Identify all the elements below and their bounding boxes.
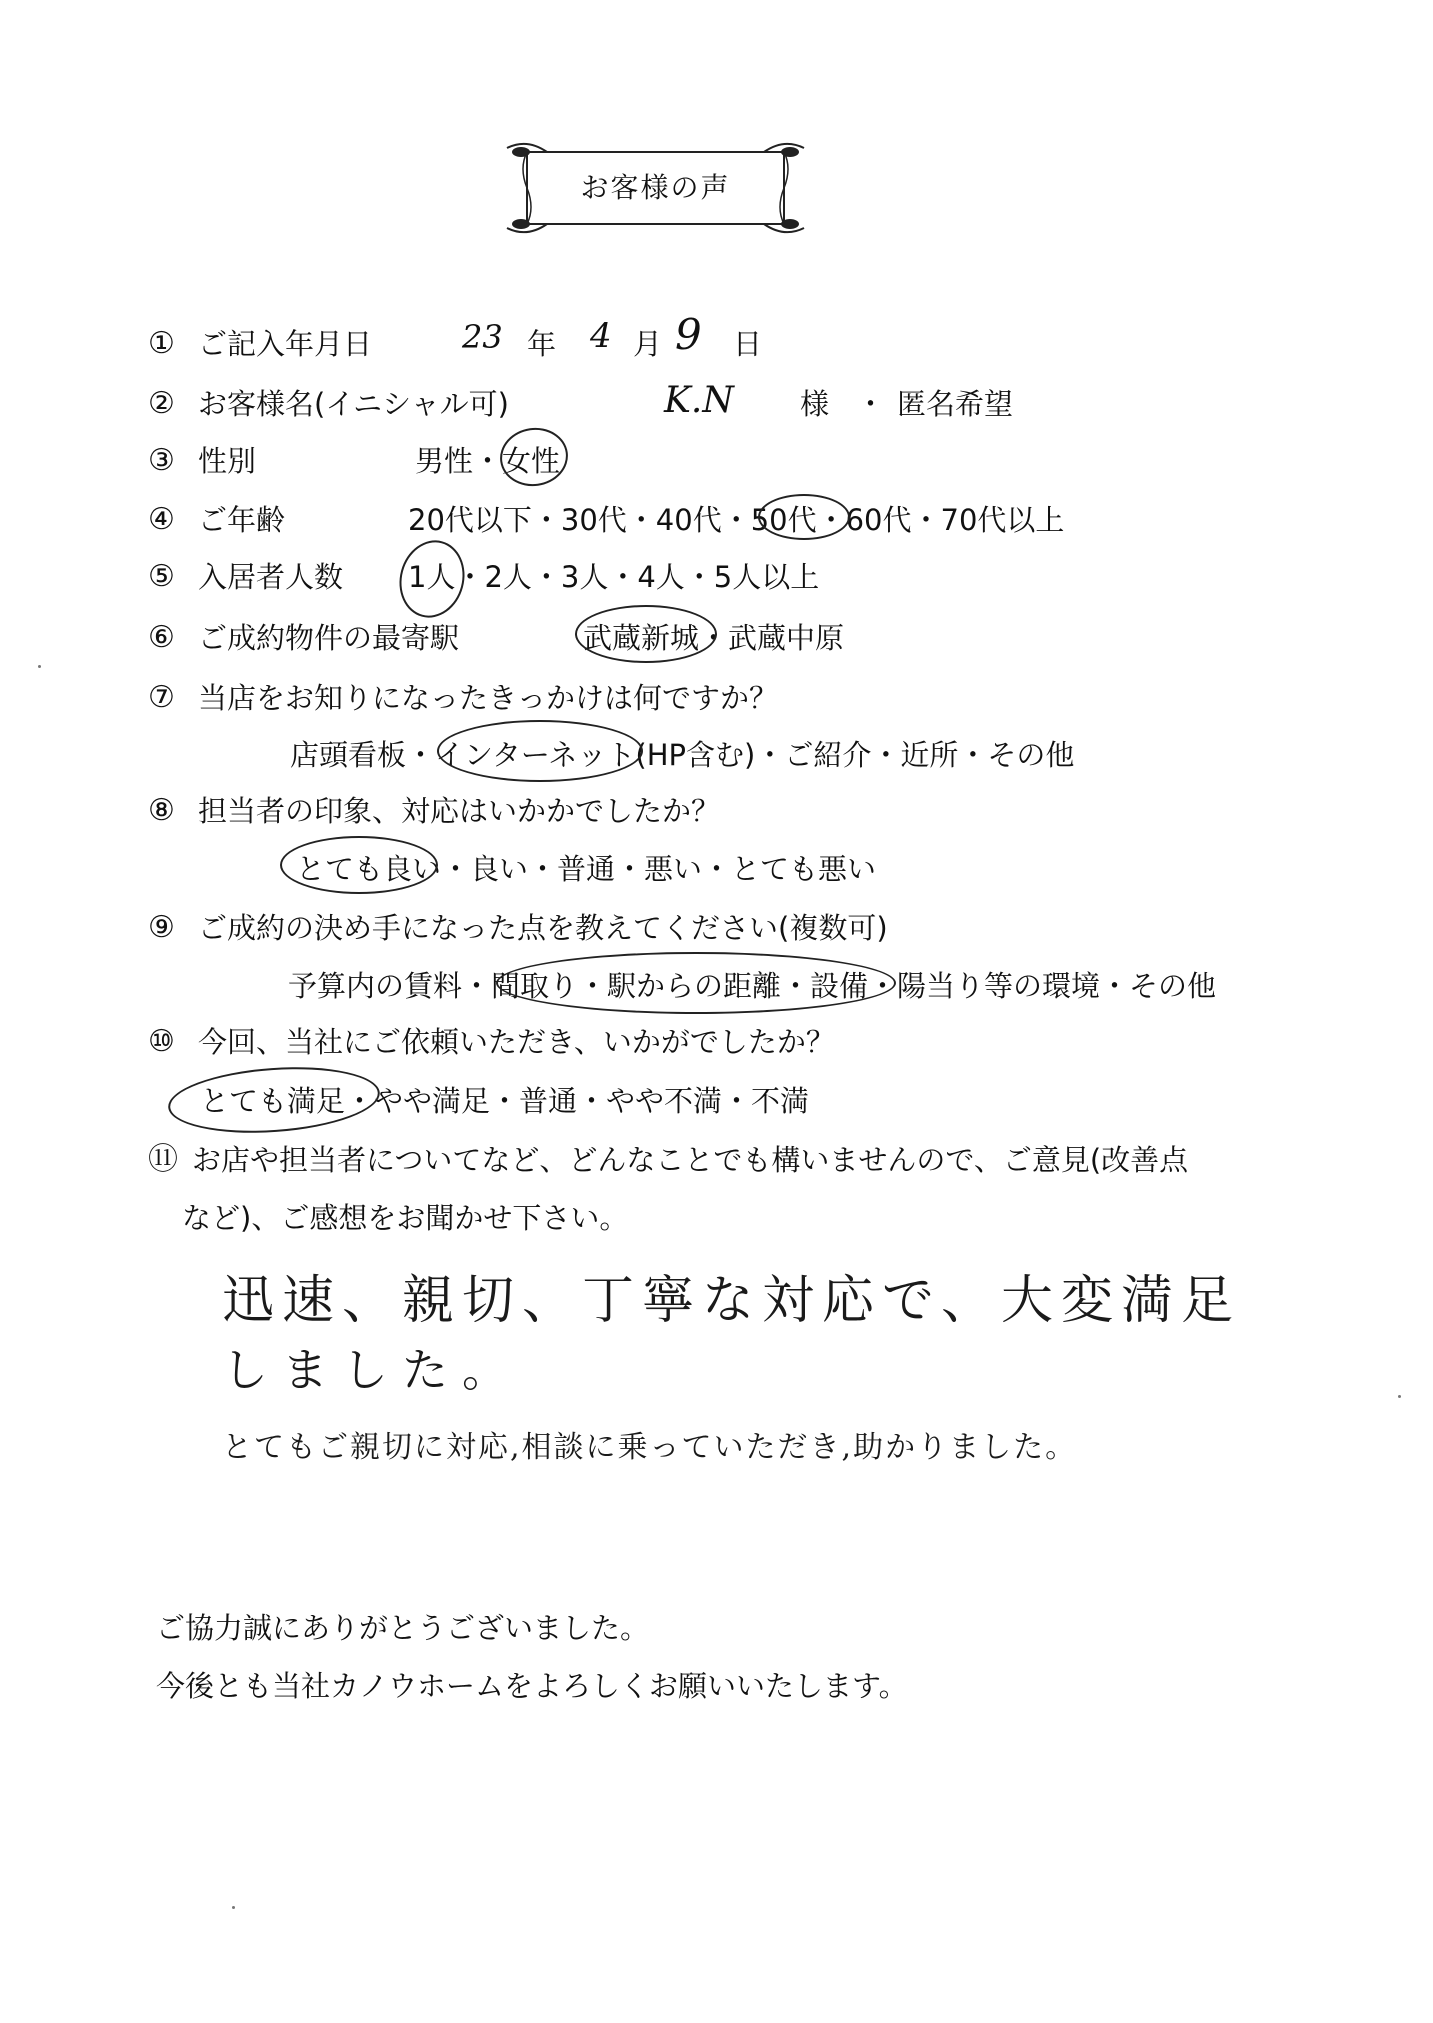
q7-label: 当店をお知りになったきっかけは何ですか？	[198, 681, 779, 715]
q11-number: ⑪	[148, 1142, 178, 1177]
q8-label: 担当者の印象、対応はいかかでしたか？	[198, 794, 721, 828]
q2-name-value: K.N	[664, 380, 734, 421]
comment-line1: 迅速、親切、丁寧な対応で、大変満足	[222, 1271, 1241, 1331]
closing-line1: ご協力誠にありがとうございました。	[156, 1611, 650, 1645]
comment-line3: とてもご親切に対応,相談に乗っていただき,助かりました。	[222, 1430, 1078, 1465]
q11-label-line2: など)、ご感想をお聞かせ下さい。	[182, 1201, 629, 1235]
q2-number: ②	[148, 386, 175, 421]
q11-label-line1: お店や担当者についてなど、どんなことでも構いませんので、ご意見(改善点	[192, 1143, 1189, 1177]
q1-day-unit: 日	[733, 327, 763, 361]
q1-month-value: 4	[590, 316, 612, 356]
q2-sama: 様	[800, 387, 830, 421]
q9-number: ⑨	[148, 910, 175, 945]
q6-number: ⑥	[148, 620, 175, 655]
comment-line2: しました。	[222, 1343, 522, 1397]
q1-day-value: 9	[675, 310, 702, 359]
q4-selected-circle	[758, 494, 850, 540]
q7-options: 店頭看板・インターネット(HP含む)・ご紹介・近所・その他	[290, 738, 1075, 772]
q5-number: ⑤	[148, 559, 175, 594]
q5-label: 入居者人数	[198, 560, 344, 594]
q6-label: ご成約物件の最寄駅	[198, 621, 460, 655]
q10-selected-circle	[166, 1061, 382, 1140]
q8-number: ⑧	[148, 793, 175, 828]
q4-number: ④	[148, 502, 175, 537]
scan-speck	[38, 665, 41, 668]
q1-label: ご記入年月日	[198, 327, 373, 361]
q1-month-unit: 月	[633, 327, 663, 361]
q2-separator: ・	[856, 387, 886, 421]
q7-number: ⑦	[148, 680, 175, 715]
q6-options: 武蔵新城・武蔵中原	[583, 621, 845, 655]
q3-options: 男性・女性	[415, 444, 561, 478]
q7-selected-circle	[437, 720, 643, 782]
scan-speck	[1398, 1395, 1401, 1398]
q9-label: ご成約の決め手になった点を教えてください(複数可)	[198, 911, 888, 945]
q10-label: 今回、当社にご依頼いただき、いかがでしたか？	[198, 1025, 835, 1059]
q2-label: お客様名(イニシャル可)	[198, 387, 509, 421]
q1-year-unit: 年	[527, 327, 557, 361]
q10-options: とても満足・やや満足・普通・やや不満・不満	[200, 1084, 810, 1118]
scan-speck	[232, 1906, 235, 1909]
page-title: お客様の声	[580, 171, 731, 204]
title-banner	[497, 138, 814, 236]
q3-selected-circle	[496, 424, 571, 491]
q5-options: 1人・2人・3人・4人・5人以上	[408, 560, 820, 594]
q1-number: ①	[148, 326, 175, 361]
q9-selected-circle	[496, 952, 896, 1014]
q9-options: 予算内の賃料・間取り・駅からの距離・設備・陽当り等の環境・その他	[288, 969, 1217, 1003]
closing-line2: 今後とも当社カノウホームをよろしくお願いいたします。	[156, 1669, 908, 1703]
q3-number: ③	[148, 443, 175, 478]
q2-anonymous: 匿名希望	[897, 387, 1014, 421]
q10-number: ⑩	[148, 1024, 175, 1059]
q6-selected-circle	[575, 605, 717, 663]
q1-year-value: 23	[462, 318, 503, 356]
q3-label: 性別	[198, 444, 257, 478]
q8-selected-circle	[280, 836, 438, 894]
q4-label: ご年齢	[198, 503, 286, 537]
q5-selected-circle	[391, 533, 473, 625]
q4-options: 20代以下・30代・40代・50代・60代・70代以上	[408, 503, 1065, 537]
q8-options: とても良い・良い・普通・悪い・とても悪い	[296, 852, 877, 886]
